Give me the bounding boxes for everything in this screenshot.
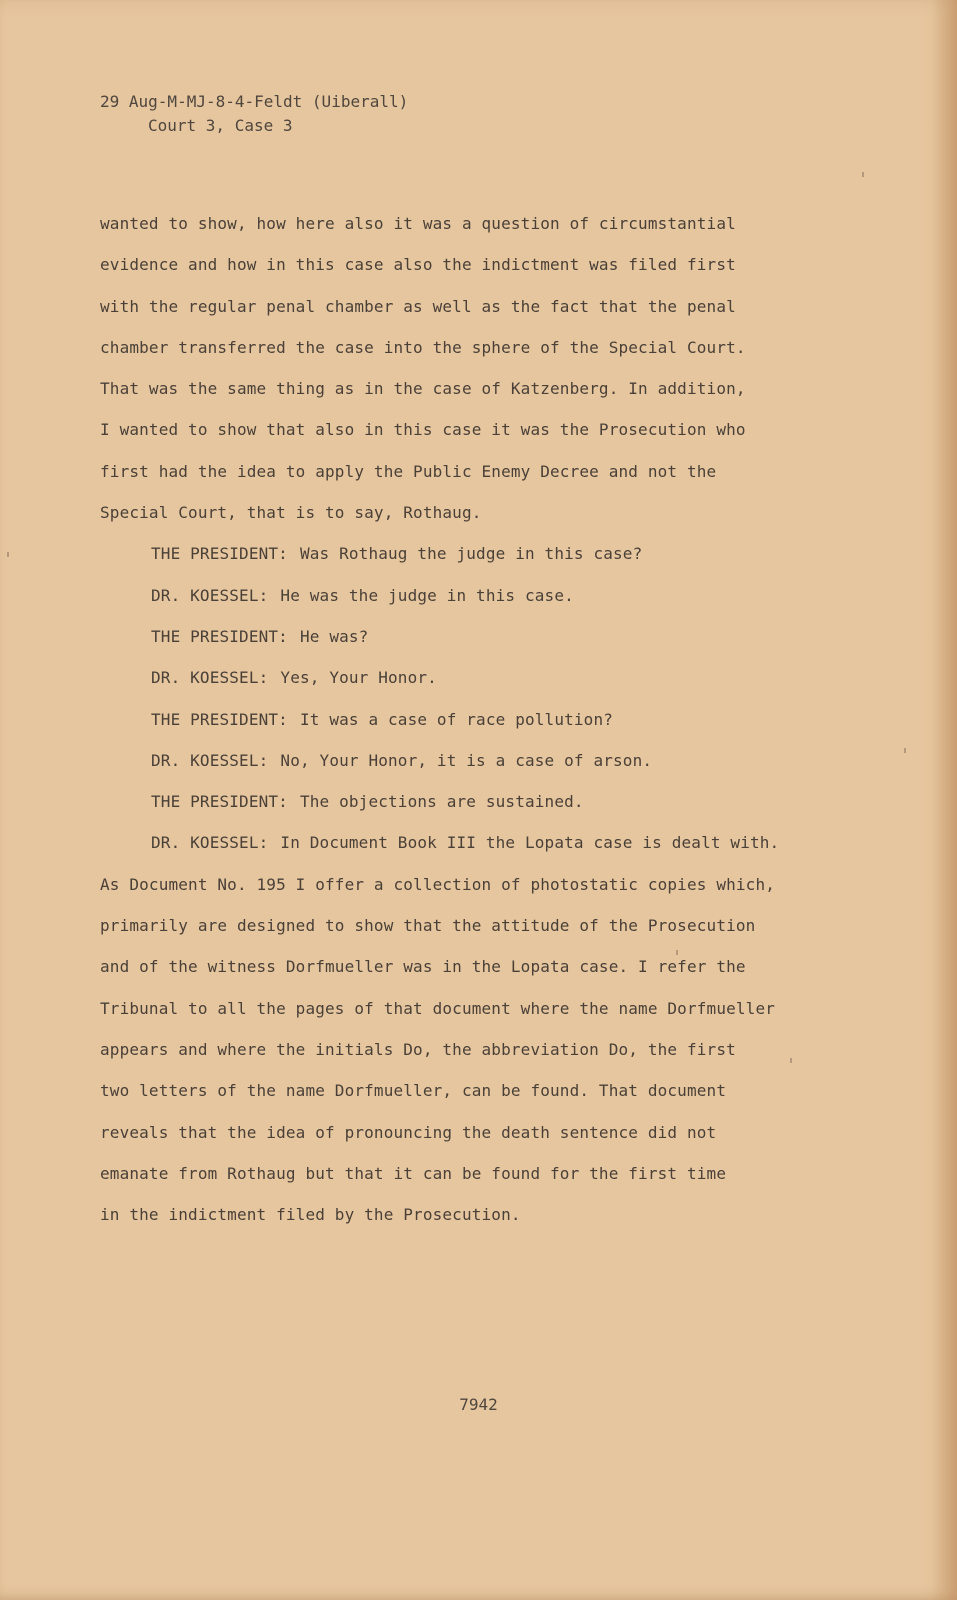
- dialogue-text: He was the judge in this case.: [280, 585, 574, 605]
- header-line-2: Court 3, Case 3: [148, 116, 293, 135]
- dialogue-line: [100, 667, 820, 708]
- speaker-label: THE PRESIDENT:: [151, 792, 288, 812]
- page-number: 7942: [459, 1395, 498, 1414]
- dialogue-text: Was Rothaug the judge in this case?: [299, 544, 643, 564]
- dialogue-line: [100, 585, 820, 626]
- text-line: and of the witness Dorfmueller was in the Lopata case. I refer the: [100, 957, 746, 977]
- dialogue-text: The objections are sustained.: [299, 792, 584, 812]
- dialogue-text: It was a case of race pollution?: [299, 709, 614, 729]
- dialogue-line: [100, 543, 820, 584]
- dialogue-text: No, Your Honor, it is a case of arson.: [280, 750, 653, 770]
- dialogue-line: [100, 791, 820, 832]
- dialogue-line: [100, 750, 820, 791]
- text-line: Tribunal to all the pages of that document where the name Dorfmueller: [100, 998, 776, 1018]
- speaker-label: THE PRESIDENT:: [151, 544, 288, 564]
- paper-speck: [904, 748, 906, 753]
- text-line: first had the idea to apply the Public Enemy Decree and not the: [100, 461, 717, 481]
- paper-speck: [790, 1058, 792, 1063]
- text-line: As Document No. 195 I offer a collection of photostatic copies which,: [100, 874, 776, 894]
- speaker-label: DR. KOESSEL:: [151, 750, 269, 770]
- speaker-label: THE PRESIDENT:: [151, 709, 288, 729]
- text-line: wanted to show, how here also it was a question of circumstantial: [100, 214, 736, 233]
- text-line: Special Court, that is to say, Rothaug.: [100, 503, 482, 523]
- text-line: That was the same thing as in the case of Katzenberg. In addition,: [100, 379, 746, 399]
- dialogue-line: [100, 832, 820, 873]
- text-line: evidence and how in this case also the indictment was filed first: [100, 255, 736, 275]
- page-edge-shadow: [931, 0, 957, 1600]
- dialogue-text: Yes, Your Honor.: [280, 668, 437, 688]
- dialogue-text: In Document Book III the Lopata case is dealt with.: [280, 833, 780, 853]
- transcript-body: [100, 213, 820, 1245]
- header-line-1: 29 Aug-M-MJ-8-4-Feldt (Uiberall): [100, 92, 409, 111]
- paper-speck: [676, 950, 678, 955]
- paper-speck: [7, 552, 9, 557]
- speaker-label: DR. KOESSEL:: [151, 833, 269, 853]
- text-line: two letters of the name Dorfmueller, can be found. That document: [100, 1081, 727, 1101]
- text-line: appears and where the initials Do, the abbreviation Do, the first: [100, 1039, 736, 1059]
- text-line: reveals that the idea of pronouncing the death sentence did not: [100, 1122, 717, 1142]
- text-line: emanate from Rothaug but that it can be found for the first time: [100, 1163, 727, 1183]
- text-line: primarily are designed to show that the attitude of the Prosecution: [100, 916, 756, 936]
- dialogue-line: [100, 626, 820, 667]
- dialogue-line: [100, 709, 820, 750]
- text-line: in the indictment filed by the Prosecution.: [100, 1205, 521, 1225]
- paper-speck: [862, 172, 864, 177]
- text-line: chamber transferred the case into the sphere of the Special Court.: [100, 337, 746, 357]
- text-line: with the regular penal chamber as well as the fact that the penal: [100, 296, 736, 316]
- speaker-label: DR. KOESSEL:: [151, 668, 269, 688]
- speaker-label: DR. KOESSEL:: [151, 585, 269, 605]
- text-line: I wanted to show that also in this case it was the Prosecution who: [100, 420, 746, 440]
- document-header: [100, 90, 408, 138]
- speaker-label: THE PRESIDENT:: [151, 626, 288, 646]
- dialogue-text: He was?: [299, 626, 369, 646]
